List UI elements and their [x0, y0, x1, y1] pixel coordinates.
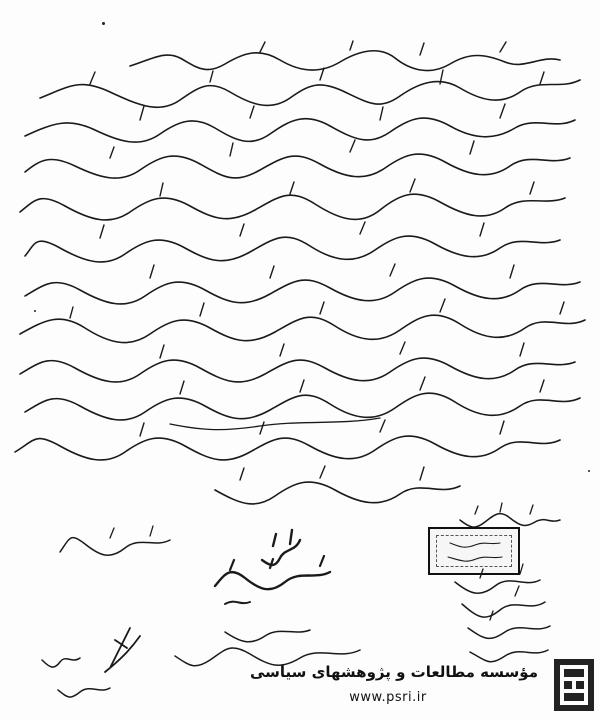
psri-logo-icon [552, 655, 596, 715]
scan-speck [588, 470, 590, 472]
scan-speck [34, 310, 36, 312]
scan-speck [102, 22, 105, 25]
institute-name: مؤسسه مطالعات و پژوهشهای سیاسی [249, 663, 538, 681]
institute-url: www.psri.ir [349, 690, 427, 705]
